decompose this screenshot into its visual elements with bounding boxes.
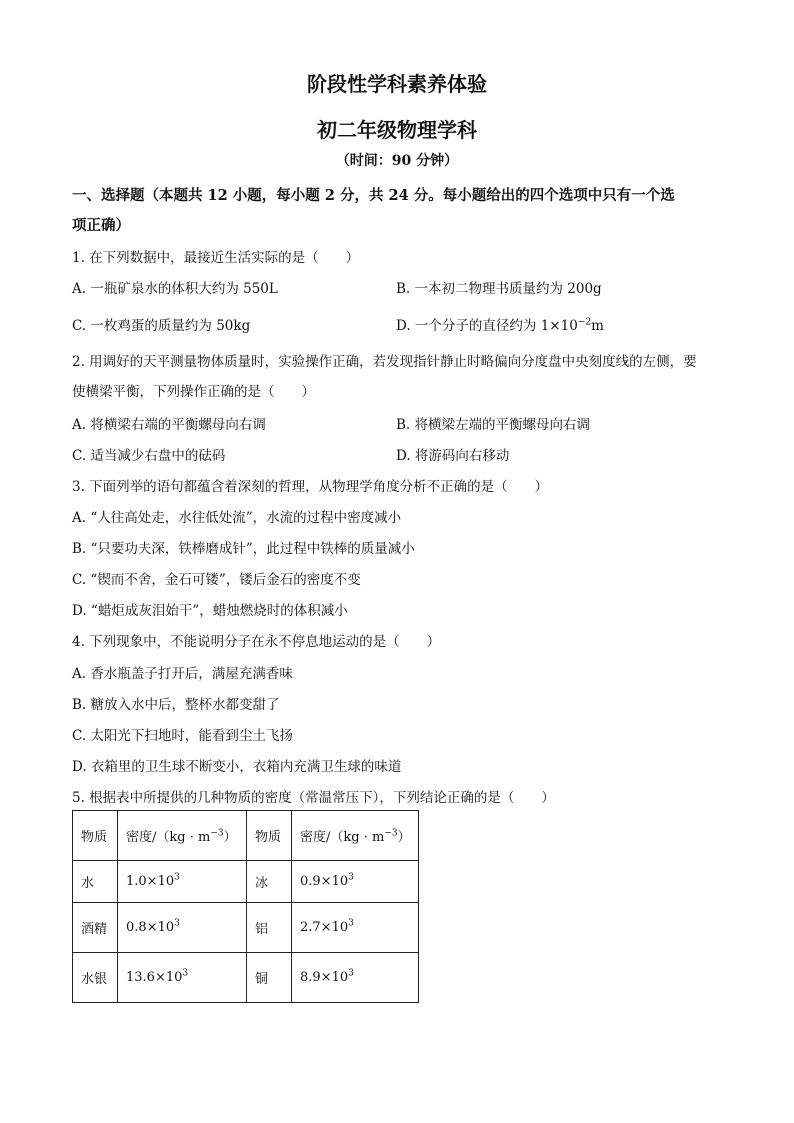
header-substance-1: 物质 [73, 811, 118, 861]
density-mantissa: 0.9×10 [300, 874, 349, 889]
q3-option-c: C. “锲而不舍，金石可镂”，镂后金石的密度不变 [72, 572, 361, 588]
q4-option-c: C. 太阳光下扫地时，能看到尘土飞扬 [72, 728, 293, 744]
table-row [73, 861, 419, 903]
substance-cell: 水银 [73, 953, 118, 1003]
density-mantissa: 13.6×10 [126, 970, 183, 985]
header-density-close: ） [223, 830, 237, 845]
q4-option-a: A. 香水瓶盖子打开后，满屋充满香味 [72, 666, 293, 682]
substance-cell: 冰 [247, 861, 292, 903]
density-cell [292, 953, 419, 1003]
exam-time: （时间：90 分钟） [335, 153, 459, 169]
density-mantissa: 1.0×10 [126, 874, 175, 889]
header-density-text: 密度/（kg · m [126, 830, 211, 845]
section-heading-line2: 项正确） [72, 217, 130, 234]
q2-stem-line1: 2. 用调好的天平测量物体质量时，实验操作正确，若发现指针静止时略偏向分度盘中央刻度线的左侧，要 [72, 354, 697, 370]
header-density-text: 密度/（kg · m [300, 830, 385, 845]
density-exponent: 3 [348, 872, 354, 883]
q2-option-d: D. 将游码向右移动 [396, 448, 510, 464]
q1-option-d [396, 314, 604, 334]
header-density-close: ） [397, 830, 411, 845]
q5-stem: 5. 根据表中所提供的几种物质的密度（常温常压下），下列结论正确的是（ ） [72, 790, 555, 806]
q3-option-d: D. “蜡炬成灰泪始干”，蜡烛燃烧时的体积减小 [72, 603, 348, 619]
header-density-1 [118, 811, 247, 861]
substance-cell: 铜 [247, 953, 292, 1003]
header-density-exponent: −3 [210, 828, 224, 839]
q1-stem: 1. 在下列数据中，最接近生活实际的是（ ） [72, 250, 360, 266]
density-table [72, 810, 419, 1003]
q3-option-a: A. “人往高处走，水往低处流”，水流的过程中密度减小 [72, 510, 402, 526]
q2-option-c: C. 适当减少右盘中的砝码 [72, 448, 226, 464]
table-row [73, 953, 419, 1003]
q3-stem: 3. 下面列举的语句都蕴含着深刻的哲理，从物理学角度分析不正确的是（ ） [72, 479, 549, 495]
q1-option-d-text: D. 一个分子的直径约为 1×10 [396, 318, 578, 334]
header-substance-2: 物质 [247, 811, 292, 861]
q3-option-b: B. “只要功夫深，铁棒磨成针”，此过程中铁棒的质量减小 [72, 541, 415, 557]
q1-option-b: B. 一本初二物理书质量约为 200g [396, 281, 602, 297]
substance-cell: 水 [73, 861, 118, 903]
table-header-row [73, 811, 419, 861]
density-mantissa: 8.9×10 [300, 970, 349, 985]
q4-option-b: B. 糖放入水中后，整杯水都变甜了 [72, 697, 280, 713]
exam-title: 阶段性学科素养体验 [307, 72, 487, 96]
density-cell [292, 903, 419, 953]
density-exponent: 3 [174, 872, 180, 883]
q1-option-d-exponent: −2 [577, 317, 592, 328]
substance-cell: 酒精 [73, 903, 118, 953]
q1-option-d-unit: m [591, 318, 604, 334]
section-heading-line1: 一、选择题（本题共 12 小题，每小题 2 分，共 24 分。每小题给出的四个选项中只有一个选 [72, 187, 675, 204]
header-density-exponent: −3 [384, 828, 398, 839]
density-cell [118, 903, 247, 953]
density-cell [118, 953, 247, 1003]
density-mantissa: 0.8×10 [126, 920, 175, 935]
q4-option-d: D. 衣箱里的卫生球不断变小，衣箱内充满卫生球的味道 [72, 759, 402, 775]
substance-cell: 铝 [247, 903, 292, 953]
q2-option-b: B. 将横梁左端的平衡螺母向右调 [396, 417, 591, 433]
density-exponent: 3 [182, 968, 189, 979]
q1-option-a: A. 一瓶矿泉水的体积大约为 550L [72, 281, 278, 297]
density-mantissa: 2.7×10 [300, 920, 349, 935]
table-row [73, 903, 419, 953]
density-cell [118, 861, 247, 903]
q2-option-a: A. 将横梁右端的平衡螺母向右调 [72, 417, 266, 433]
q4-stem: 4. 下列现象中，不能说明分子在永不停息地运动的是（ ） [72, 634, 441, 650]
q2-stem-line2: 使横梁平衡，下列操作正确的是（ ） [72, 384, 315, 400]
density-exponent: 3 [348, 918, 354, 929]
exam-subtitle: 初二年级物理学科 [317, 118, 477, 142]
header-density-2 [292, 811, 419, 861]
q1-option-c: C. 一枚鸡蛋的质量约为 50kg [72, 318, 251, 334]
density-exponent: 3 [174, 918, 180, 929]
density-cell [292, 861, 419, 903]
density-exponent: 3 [348, 968, 354, 979]
